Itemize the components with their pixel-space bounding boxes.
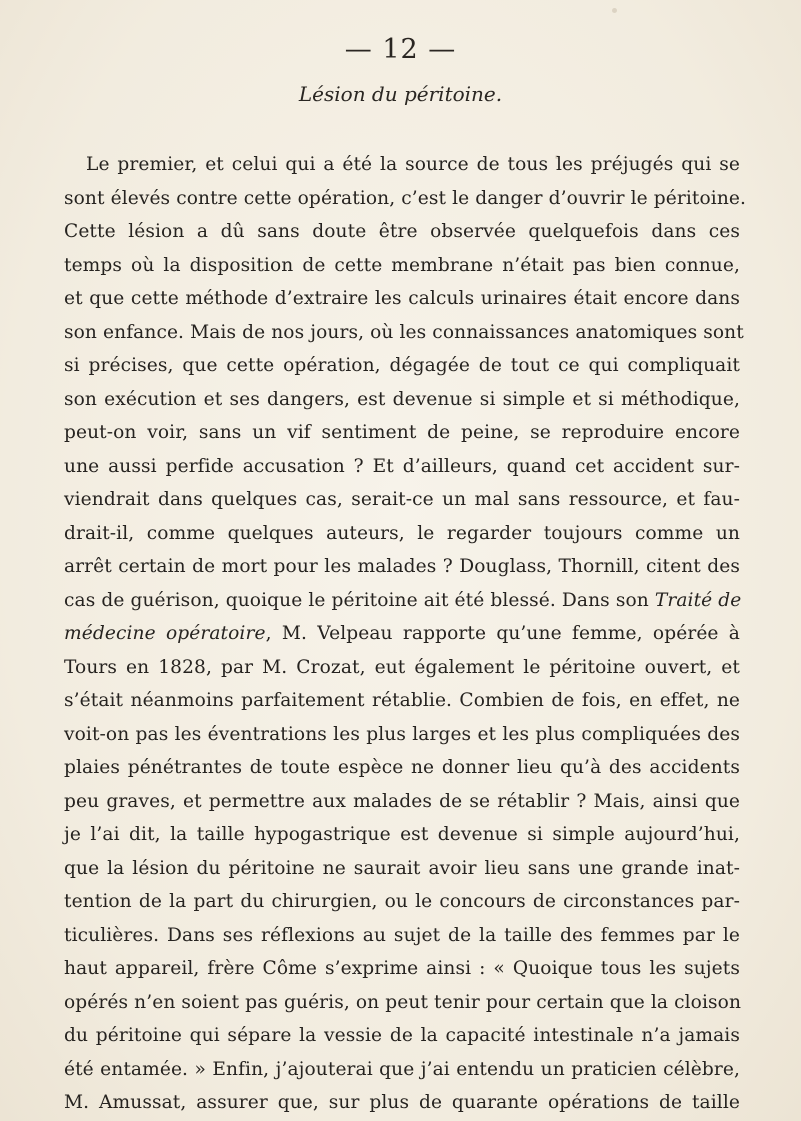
text-line: plaies pénétrantes de toute espèce ne donner lieu qu’à des accidents	[64, 757, 740, 778]
text-line: sont élevés contre cette opération, c’est le danger d’ouvrir le péritoine.	[64, 187, 747, 209]
text-line: si précises, que cette opération, dégagée de tout ce qui compliquait	[64, 355, 740, 376]
text-line: Le premier, et celui qui a été la source de tous les préjugés qui se	[86, 154, 740, 175]
text-line: tention de la part du chirurgien, ou le concours de circonstances par-	[64, 891, 740, 912]
text-line: haut appareil, frère Côme s’exprime ainsi : « Quoique tous les sujets	[64, 958, 740, 979]
text-line: je l’ai dit, la taille hypogastrique est devenue si simple aujourd’hui,	[64, 824, 740, 845]
text-line: voit-on pas les éventrations les plus larges et les plus compliquées des	[64, 723, 740, 745]
body-paragraph	[64, 148, 747, 1120]
text-line: drait-il, comme quelques auteurs, le regarder toujours comme un	[64, 522, 740, 544]
text-line: Cette lésion a dû sans doute être observée quelquefois dans ces	[64, 221, 740, 242]
paper-stain	[612, 8, 617, 13]
text-line: Tours en 1828, par M. Crozat, eut également le péritoine ouvert, et	[64, 656, 740, 678]
text-line: cas de guérison, quoique le péritoine ait été blessé. Dans son Traité de	[64, 589, 742, 611]
book-title-italic: Traité de	[654, 589, 742, 611]
text-line: opérés n’en soient pas guéris, on peut tenir pour certain que la cloison	[64, 991, 742, 1013]
text-line: peut-on voir, sans un vif sentiment de peine, se reproduire encore	[64, 422, 740, 443]
text-line: temps où la disposition de cette membrane n’était pas bien connue,	[64, 254, 740, 276]
page-number: — 12 —	[344, 34, 457, 65]
text-line: du péritoine qui sépare la vessie de la capacité intestinale n’a jamais	[64, 1025, 740, 1046]
text-line: ticulières. Dans ses réflexions au sujet de la taille des femmes par le	[64, 924, 740, 946]
text-line: s’était néanmoins parfaitement rétablie. Combien de fois, en effet, ne	[64, 690, 740, 711]
text-line: peu graves, et permettre aux malades de se rétablir ? Mais, ainsi que	[64, 790, 740, 812]
section-title: Lésion du péritoine.	[298, 82, 503, 106]
book-title-italic: médecine opératoire	[64, 623, 266, 644]
text-line: été entamée. » Enfin, j’ajouterai que j’ai entendu un praticien célèbre,	[64, 1058, 740, 1080]
text-line: son enfance. Mais de nos jours, où les connaissances anatomiques sont	[64, 321, 744, 343]
text-line: arrêt certain de mort pour les malades ? Douglass, Thornill, citent des	[64, 556, 740, 577]
text-line: que la lésion du péritoine ne saurait avoir lieu sans une grande inat-	[64, 857, 740, 879]
text-line: viendrait dans quelques cas, serait-ce un mal sans ressource, et fau-	[64, 489, 740, 510]
text-line: médecine opératoire, M. Velpeau rapporte qu’une femme, opérée à	[64, 623, 740, 644]
text-line: son exécution et ses dangers, est devenue si simple et si méthodique,	[64, 388, 740, 410]
text-line: une aussi perfide accusation ? Et d’ailleurs, quand cet accident sur-	[64, 455, 740, 477]
text-line: M. Amussat, assurer que, sur plus de quarante opérations de taille	[64, 1092, 740, 1113]
text-line: et que cette méthode d’extraire les calculs urinaires était encore dans	[64, 288, 740, 309]
